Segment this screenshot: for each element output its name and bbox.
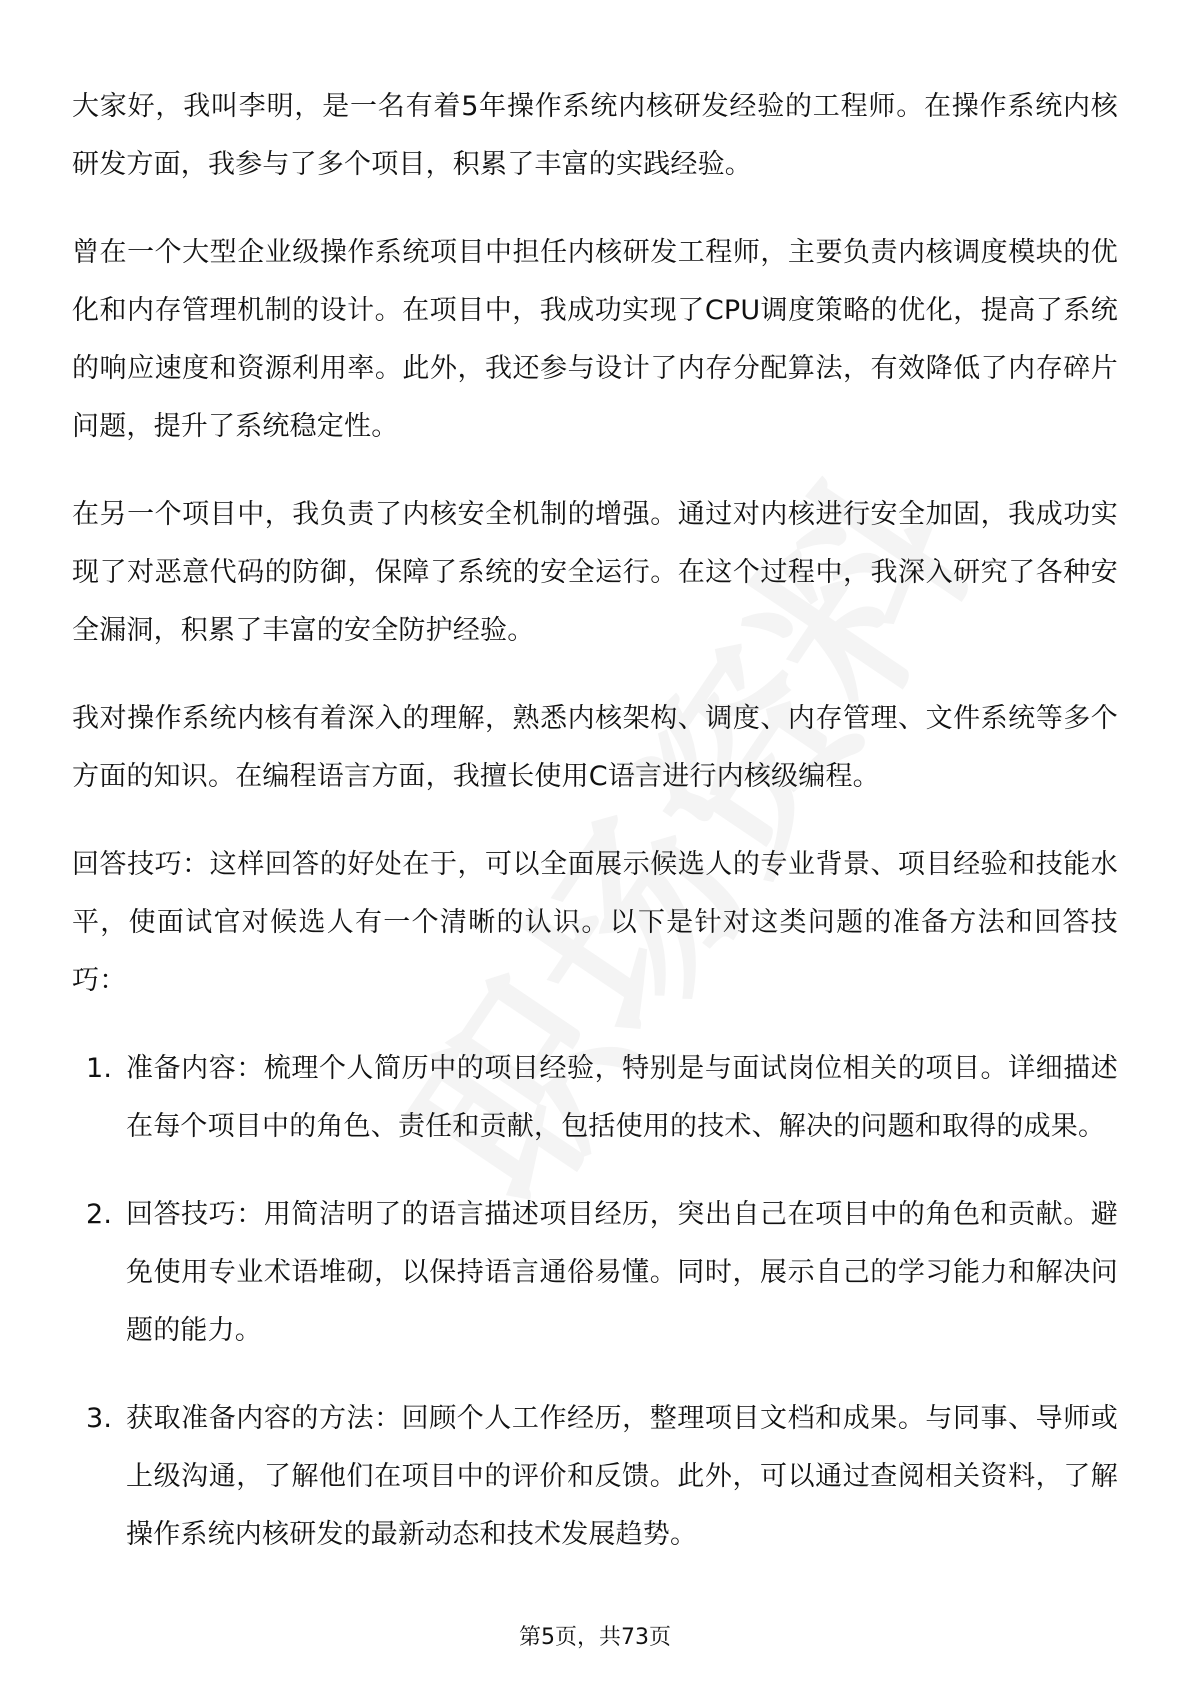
- list-number: 3.: [86, 1403, 113, 1434]
- document-body: [72, 78, 1118, 1594]
- list-item-text: 准备内容：梳理个人简历中的项目经验，特别是与面试岗位相关的项目。详细描述在每个项目中的角色、责任和贡献，包括使用的技术、解决的问题和取得的成果。: [126, 1053, 1118, 1142]
- list-item: [72, 1390, 1118, 1564]
- paragraph-intro: 大家好，我叫李明，是一名有着5年操作系统内核研发经验的工程师。在操作系统内核研发方面，我参与了多个项目，积累了丰富的实践经验。: [72, 91, 1118, 180]
- paragraph-skills: 我对操作系统内核有着深入的理解，熟悉内核架构、调度、内存管理、文件系统等多个方面的知识。在编程语言方面，我擅长使用C语言进行内核级编程。: [72, 703, 1118, 792]
- list-item: [72, 1040, 1118, 1156]
- paragraph-project-2: 在另一个项目中，我负责了内核安全机制的增强。通过对内核进行安全加固，我成功实现了对恶意代码的防御，保障了系统的安全运行。在这个过程中，我深入研究了各种安全漏洞，积累了丰富的安全防护经验。: [72, 499, 1118, 646]
- paragraph-answer-tips: 回答技巧：这样回答的好处在于，可以全面展示候选人的专业背景、项目经验和技能水平，使面试官对候选人有一个清晰的认识。以下是针对这类问题的准备方法和回答技巧：: [72, 849, 1118, 996]
- list-number: 1.: [86, 1053, 113, 1084]
- page-footer: 第5页，共73页: [519, 1625, 671, 1650]
- list-number: 2.: [86, 1199, 113, 1230]
- list-item-text: 获取准备内容的方法：回顾个人工作经历，整理项目文档和成果。与同事、导师或上级沟通，了解他们在项目中的评价和反馈。此外，可以通过查阅相关资料，了解操作系统内核研发的最新动态和技术发展趋势。: [126, 1403, 1118, 1550]
- list-item-text: 回答技巧：用简洁明了的语言描述项目经历，突出自己在项目中的角色和贡献。避免使用专业术语堆砌，以保持语言通俗易懂。同时，展示自己的学习能力和解决问题的能力。: [126, 1199, 1118, 1346]
- list-item: [72, 1186, 1118, 1360]
- tips-list: [72, 1040, 1118, 1564]
- paragraph-project-1: 曾在一个大型企业级操作系统项目中担任内核研发工程师，主要负责内核调度模块的优化和内存管理机制的设计。在项目中，我成功实现了CPU调度策略的优化，提高了系统的响应速度和资源利用率。此外，我还参与设计了内存分配算法，有效降低了内存碎片问题，提升了系统稳定性。: [72, 237, 1118, 442]
